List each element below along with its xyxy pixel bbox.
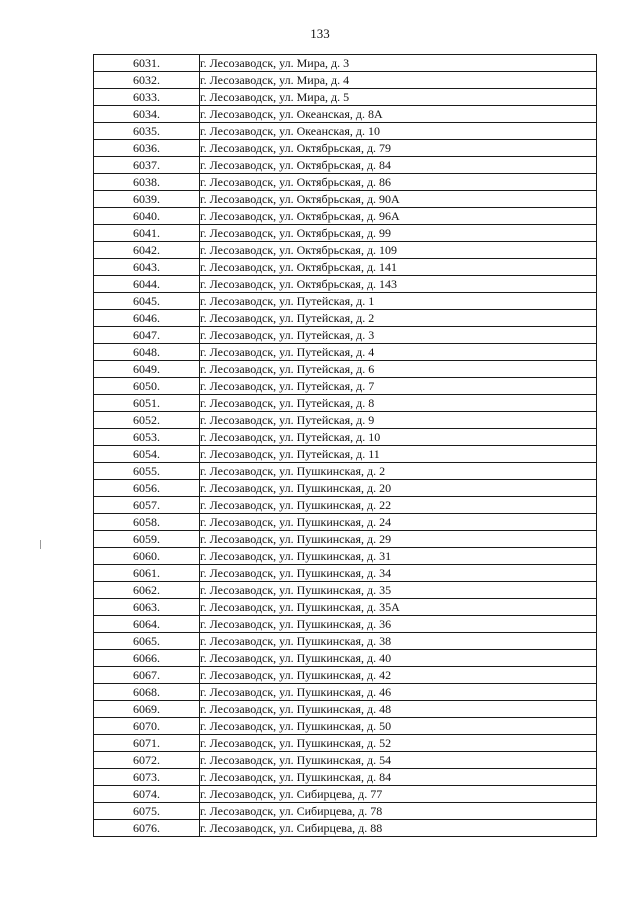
table-row xyxy=(94,174,597,191)
row-address: г. Лесозаводск, ул. Октябрьская, д. 143 xyxy=(200,276,597,293)
page-number: 133 xyxy=(310,26,330,41)
row-number: 6068. xyxy=(94,684,200,701)
row-number: 6038. xyxy=(94,174,200,191)
row-address: г. Лесозаводск, ул. Пушкинская, д. 42 xyxy=(200,667,597,684)
row-address: г. Лесозаводск, ул. Путейская, д. 6 xyxy=(200,361,597,378)
row-number: 6059. xyxy=(94,531,200,548)
row-address: г. Лесозаводск, ул. Путейская, д. 9 xyxy=(200,412,597,429)
row-number: 6034. xyxy=(94,106,200,123)
margin-mark xyxy=(40,540,41,549)
row-address: г. Лесозаводск, ул. Путейская, д. 3 xyxy=(200,327,597,344)
table-row xyxy=(94,123,597,140)
row-number: 6074. xyxy=(94,786,200,803)
table-row xyxy=(94,140,597,157)
table-row xyxy=(94,259,597,276)
row-number: 6037. xyxy=(94,157,200,174)
table-row xyxy=(94,667,597,684)
row-address: г. Лесозаводск, ул. Пушкинская, д. 2 xyxy=(200,463,597,480)
row-number: 6050. xyxy=(94,378,200,395)
row-address: г. Лесозаводск, ул. Пушкинская, д. 36 xyxy=(200,616,597,633)
table-row xyxy=(94,599,597,616)
row-number: 6075. xyxy=(94,803,200,820)
table-row xyxy=(94,752,597,769)
row-number: 6057. xyxy=(94,497,200,514)
row-address: г. Лесозаводск, ул. Октябрьская, д. 86 xyxy=(200,174,597,191)
table-row xyxy=(94,208,597,225)
row-address: г. Лесозаводск, ул. Мира, д. 3 xyxy=(200,55,597,72)
table-row xyxy=(94,735,597,752)
row-number: 6058. xyxy=(94,514,200,531)
row-address: г. Лесозаводск, ул. Октябрьская, д. 99 xyxy=(200,225,597,242)
row-number: 6073. xyxy=(94,769,200,786)
row-address: г. Лесозаводск, ул. Октябрьская, д. 79 xyxy=(200,140,597,157)
row-address: г. Лесозаводск, ул. Сибирцева, д. 78 xyxy=(200,803,597,820)
row-number: 6072. xyxy=(94,752,200,769)
table-row xyxy=(94,531,597,548)
table-row xyxy=(94,344,597,361)
table-row xyxy=(94,157,597,174)
row-address: г. Лесозаводск, ул. Пушкинская, д. 50 xyxy=(200,718,597,735)
table-row xyxy=(94,276,597,293)
row-address: г. Лесозаводск, ул. Путейская, д. 1 xyxy=(200,293,597,310)
table-row xyxy=(94,820,597,837)
row-address: г. Лесозаводск, ул. Пушкинская, д. 24 xyxy=(200,514,597,531)
row-number: 6063. xyxy=(94,599,200,616)
row-address: г. Лесозаводск, ул. Пушкинская, д. 29 xyxy=(200,531,597,548)
row-number: 6035. xyxy=(94,123,200,140)
table-row xyxy=(94,582,597,599)
table-row xyxy=(94,769,597,786)
table-row xyxy=(94,514,597,531)
row-address: г. Лесозаводск, ул. Путейская, д. 8 xyxy=(200,395,597,412)
row-number: 6039. xyxy=(94,191,200,208)
row-address: г. Лесозаводск, ул. Октябрьская, д. 141 xyxy=(200,259,597,276)
table-row xyxy=(94,412,597,429)
row-number: 6056. xyxy=(94,480,200,497)
row-number: 6047. xyxy=(94,327,200,344)
row-number: 6046. xyxy=(94,310,200,327)
address-table-body xyxy=(94,55,597,837)
row-number: 6062. xyxy=(94,582,200,599)
row-number: 6042. xyxy=(94,242,200,259)
table-row xyxy=(94,718,597,735)
row-number: 6051. xyxy=(94,395,200,412)
table-row xyxy=(94,225,597,242)
row-number: 6054. xyxy=(94,446,200,463)
row-number: 6033. xyxy=(94,89,200,106)
row-number: 6055. xyxy=(94,463,200,480)
row-number: 6052. xyxy=(94,412,200,429)
row-number: 6066. xyxy=(94,650,200,667)
row-address: г. Лесозаводск, ул. Путейская, д. 11 xyxy=(200,446,597,463)
table-row xyxy=(94,395,597,412)
row-address: г. Лесозаводск, ул. Пушкинская, д. 46 xyxy=(200,684,597,701)
row-number: 6060. xyxy=(94,548,200,565)
address-table xyxy=(93,54,597,837)
table-row xyxy=(94,242,597,259)
row-address: г. Лесозаводск, ул. Путейская, д. 7 xyxy=(200,378,597,395)
row-address: г. Лесозаводск, ул. Пушкинская, д. 84 xyxy=(200,769,597,786)
row-address: г. Лесозаводск, ул. Октябрьская, д. 90А xyxy=(200,191,597,208)
table-row xyxy=(94,378,597,395)
row-address: г. Лесозаводск, ул. Мира, д. 5 xyxy=(200,89,597,106)
table-row xyxy=(94,701,597,718)
row-address: г. Лесозаводск, ул. Пушкинская, д. 35 xyxy=(200,582,597,599)
row-address: г. Лесозаводск, ул. Октябрьская, д. 109 xyxy=(200,242,597,259)
row-number: 6041. xyxy=(94,225,200,242)
row-address: г. Лесозаводск, ул. Путейская, д. 10 xyxy=(200,429,597,446)
row-number: 6044. xyxy=(94,276,200,293)
table-row xyxy=(94,361,597,378)
row-address: г. Лесозаводск, ул. Пушкинская, д. 54 xyxy=(200,752,597,769)
table-row xyxy=(94,446,597,463)
row-address: г. Лесозаводск, ул. Сибирцева, д. 77 xyxy=(200,786,597,803)
row-address: г. Лесозаводск, ул. Океанская, д. 10 xyxy=(200,123,597,140)
table-row xyxy=(94,565,597,582)
row-number: 6049. xyxy=(94,361,200,378)
row-address: г. Лесозаводск, ул. Мира, д. 4 xyxy=(200,72,597,89)
row-address: г. Лесозаводск, ул. Октябрьская, д. 96А xyxy=(200,208,597,225)
row-address: г. Лесозаводск, ул. Пушкинская, д. 35А xyxy=(200,599,597,616)
row-address: г. Лесозаводск, ул. Пушкинская, д. 48 xyxy=(200,701,597,718)
row-number: 6048. xyxy=(94,344,200,361)
row-address: г. Лесозаводск, ул. Пушкинская, д. 52 xyxy=(200,735,597,752)
row-number: 6045. xyxy=(94,293,200,310)
row-address: г. Лесозаводск, ул. Сибирцева, д. 88 xyxy=(200,820,597,837)
row-address: г. Лесозаводск, ул. Путейская, д. 2 xyxy=(200,310,597,327)
table-row xyxy=(94,293,597,310)
table-row xyxy=(94,786,597,803)
table-row xyxy=(94,106,597,123)
table-row xyxy=(94,480,597,497)
row-address: г. Лесозаводск, ул. Океанская, д. 8А xyxy=(200,106,597,123)
row-number: 6076. xyxy=(94,820,200,837)
table-row xyxy=(94,497,597,514)
table-row xyxy=(94,463,597,480)
row-address: г. Лесозаводск, ул. Пушкинская, д. 34 xyxy=(200,565,597,582)
table-row xyxy=(94,55,597,72)
row-number: 6031. xyxy=(94,55,200,72)
table-row xyxy=(94,650,597,667)
row-number: 6053. xyxy=(94,429,200,446)
row-address: г. Лесозаводск, ул. Путейская, д. 4 xyxy=(200,344,597,361)
table-row xyxy=(94,633,597,650)
row-number: 6067. xyxy=(94,667,200,684)
table-row xyxy=(94,89,597,106)
row-number: 6032. xyxy=(94,72,200,89)
row-address: г. Лесозаводск, ул. Пушкинская, д. 20 xyxy=(200,480,597,497)
row-address: г. Лесозаводск, ул. Октябрьская, д. 84 xyxy=(200,157,597,174)
table-row xyxy=(94,327,597,344)
row-number: 6064. xyxy=(94,616,200,633)
table-row xyxy=(94,191,597,208)
table-row xyxy=(94,310,597,327)
row-address: г. Лесозаводск, ул. Пушкинская, д. 22 xyxy=(200,497,597,514)
row-number: 6070. xyxy=(94,718,200,735)
row-address: г. Лесозаводск, ул. Пушкинская, д. 38 xyxy=(200,633,597,650)
row-number: 6071. xyxy=(94,735,200,752)
table-row xyxy=(94,72,597,89)
table-row xyxy=(94,803,597,820)
row-number: 6065. xyxy=(94,633,200,650)
row-number: 6040. xyxy=(94,208,200,225)
row-number: 6043. xyxy=(94,259,200,276)
table-row xyxy=(94,548,597,565)
row-number: 6036. xyxy=(94,140,200,157)
row-address: г. Лесозаводск, ул. Пушкинская, д. 31 xyxy=(200,548,597,565)
row-address: г. Лесозаводск, ул. Пушкинская, д. 40 xyxy=(200,650,597,667)
row-number: 6069. xyxy=(94,701,200,718)
row-number: 6061. xyxy=(94,565,200,582)
table-row xyxy=(94,684,597,701)
table-row xyxy=(94,429,597,446)
table-row xyxy=(94,616,597,633)
